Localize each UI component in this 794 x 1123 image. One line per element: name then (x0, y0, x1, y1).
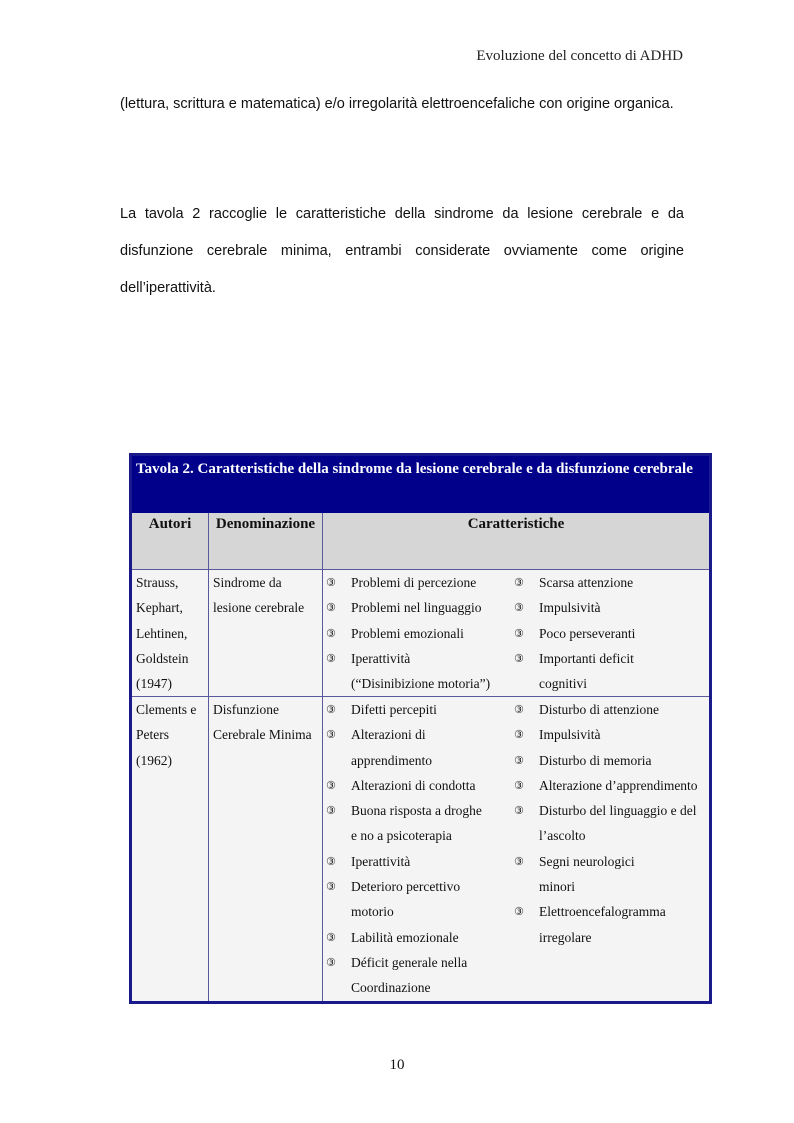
feature-item (514, 773, 709, 798)
feature-item (326, 849, 506, 874)
feature-text: Iperattività (351, 853, 411, 869)
row-1-features-right (514, 570, 709, 696)
cell-line: (1962) (136, 752, 172, 768)
row-1-authors (136, 570, 208, 696)
feature-text: Déficit generale nella (351, 954, 468, 970)
feature-item (326, 773, 506, 798)
feature-text: Coordinazione (351, 980, 431, 996)
header-features: Caratteristiche (467, 516, 565, 532)
cell-line: (1947) (136, 676, 172, 692)
cell-line: Cerebrale Minima (213, 727, 312, 743)
feature-text: Problemi nel linguaggio (351, 600, 482, 616)
feature-text: cognitivi (539, 676, 587, 692)
cell-line: Kephart, (136, 600, 183, 616)
feature-text: Impulsività (539, 600, 601, 616)
circled-3-bullet-icon: ③ (326, 880, 336, 894)
circled-3-bullet-icon: ③ (326, 854, 336, 868)
feature-item (326, 646, 506, 697)
row-2-features-left (326, 697, 506, 1001)
paragraph-1: (lettura, scrittura e matematica) e/o irregolarità elettroencefaliche con origine organica. (120, 96, 674, 112)
circled-3-bullet-icon: ③ (514, 576, 524, 589)
feature-text: irregolare (539, 929, 592, 945)
feature-item (514, 570, 709, 595)
feature-text: motorio (351, 904, 394, 920)
feature-item (514, 899, 709, 950)
cell-line: Clements e (136, 702, 197, 717)
feature-text: (“Disinibizione motoria”) (351, 676, 491, 692)
feature-text: Iperattività (351, 650, 411, 666)
table-title: Tavola 2. Caratteristiche della sindrome da lesione cerebrale e da disfunzione cerebrale (132, 456, 709, 513)
circled-3-bullet-icon: ③ (326, 703, 336, 716)
feature-item (326, 874, 506, 925)
feature-item (514, 849, 709, 900)
feature-text: Poco perseveranti (539, 625, 636, 641)
cell-line: lesione cerebrale (213, 600, 305, 616)
feature-text: Impulsività (539, 727, 601, 743)
cell-line: Sindrome da (213, 575, 282, 590)
feature-item (326, 570, 506, 595)
circled-3-bullet-icon: ③ (326, 930, 336, 944)
row-2-features-right (514, 697, 709, 950)
feature-text: Importanti deficit (539, 650, 634, 666)
circled-3-bullet-icon: ③ (326, 804, 336, 818)
feature-text: Disturbo di memoria (539, 752, 652, 768)
circled-3-bullet-icon: ③ (514, 753, 524, 767)
feature-item (326, 798, 506, 849)
feature-text: Segni neurologici (539, 853, 635, 869)
row-2-authors (136, 697, 208, 773)
table-header-row (132, 513, 709, 570)
feature-text: Deterioro percettivo (351, 879, 461, 895)
feature-text: Alterazioni di (351, 727, 426, 743)
feature-text: l’ascolto (539, 828, 586, 844)
feature-item (514, 621, 709, 646)
header-authors: Autori (148, 516, 192, 532)
circled-3-bullet-icon: ③ (514, 601, 524, 615)
feature-item (514, 798, 709, 849)
feature-text: Difetti percepiti (351, 702, 437, 717)
circled-3-bullet-icon: ③ (514, 728, 524, 742)
circled-3-bullet-icon: ③ (514, 905, 524, 919)
feature-text: minori (539, 879, 575, 895)
page-number: 10 (389, 1057, 405, 1073)
feature-text: Elettroencefalogramma (539, 904, 666, 920)
circled-3-bullet-icon: ③ (514, 854, 524, 868)
characteristics-table (129, 453, 712, 1004)
feature-text: Scarsa attenzione (539, 575, 634, 590)
row-1-denomination (213, 570, 325, 621)
circled-3-bullet-icon: ③ (326, 955, 336, 969)
circled-3-bullet-icon: ③ (514, 626, 524, 640)
feature-text: Disturbo del linguaggio e del (539, 803, 697, 819)
feature-text: apprendimento (351, 752, 432, 768)
feature-text: e no a psicoterapia (351, 828, 452, 844)
feature-text: Disturbo di attenzione (539, 702, 659, 717)
circled-3-bullet-icon: ③ (514, 703, 524, 716)
feature-text: Problemi emozionali (351, 625, 464, 641)
feature-text: Labilità emozionale (351, 929, 459, 945)
row-1-features-left (326, 570, 506, 696)
feature-text: Alterazioni di condotta (351, 777, 476, 793)
feature-item (514, 646, 709, 697)
feature-item (326, 697, 506, 722)
feature-text: Alterazione d’apprendimento (539, 777, 698, 793)
circled-3-bullet-icon: ③ (326, 601, 336, 615)
circled-3-bullet-icon: ③ (326, 728, 336, 742)
circled-3-bullet-icon: ③ (514, 804, 524, 818)
circled-3-bullet-icon: ③ (326, 651, 336, 665)
feature-item (326, 950, 506, 1001)
column-divider (208, 513, 209, 1001)
circled-3-bullet-icon: ③ (514, 651, 524, 665)
circled-3-bullet-icon: ③ (326, 576, 336, 589)
feature-item (326, 925, 506, 950)
row-2-denomination (213, 697, 325, 748)
feature-item (514, 595, 709, 620)
cell-line: Lehtinen, (136, 625, 188, 641)
feature-item (514, 748, 709, 773)
feature-item (326, 621, 506, 646)
cell-line: Goldstein (136, 650, 189, 666)
circled-3-bullet-icon: ③ (514, 778, 524, 792)
feature-item (514, 722, 709, 747)
header-denomination: Denominazione (215, 516, 316, 532)
running-header: Evoluzione del concetto di ADHD (476, 48, 683, 64)
feature-text: Buona risposta a droghe (351, 803, 482, 819)
feature-item (326, 595, 506, 620)
cell-line: Strauss, (136, 575, 179, 590)
feature-item (326, 722, 506, 773)
cell-line: Peters (136, 727, 169, 743)
feature-text: Problemi di percezione (351, 575, 477, 590)
circled-3-bullet-icon: ③ (326, 778, 336, 792)
feature-item (514, 697, 709, 722)
paragraph-2: La tavola 2 raccoglie le caratteristiche della sindrome da lesione cerebrale e da disfunzione cerebrale minima, entrambi considerate ovviamente come origine dell’iperattività. (120, 206, 684, 296)
cell-line: Disfunzione (213, 702, 279, 717)
circled-3-bullet-icon: ③ (326, 626, 336, 640)
